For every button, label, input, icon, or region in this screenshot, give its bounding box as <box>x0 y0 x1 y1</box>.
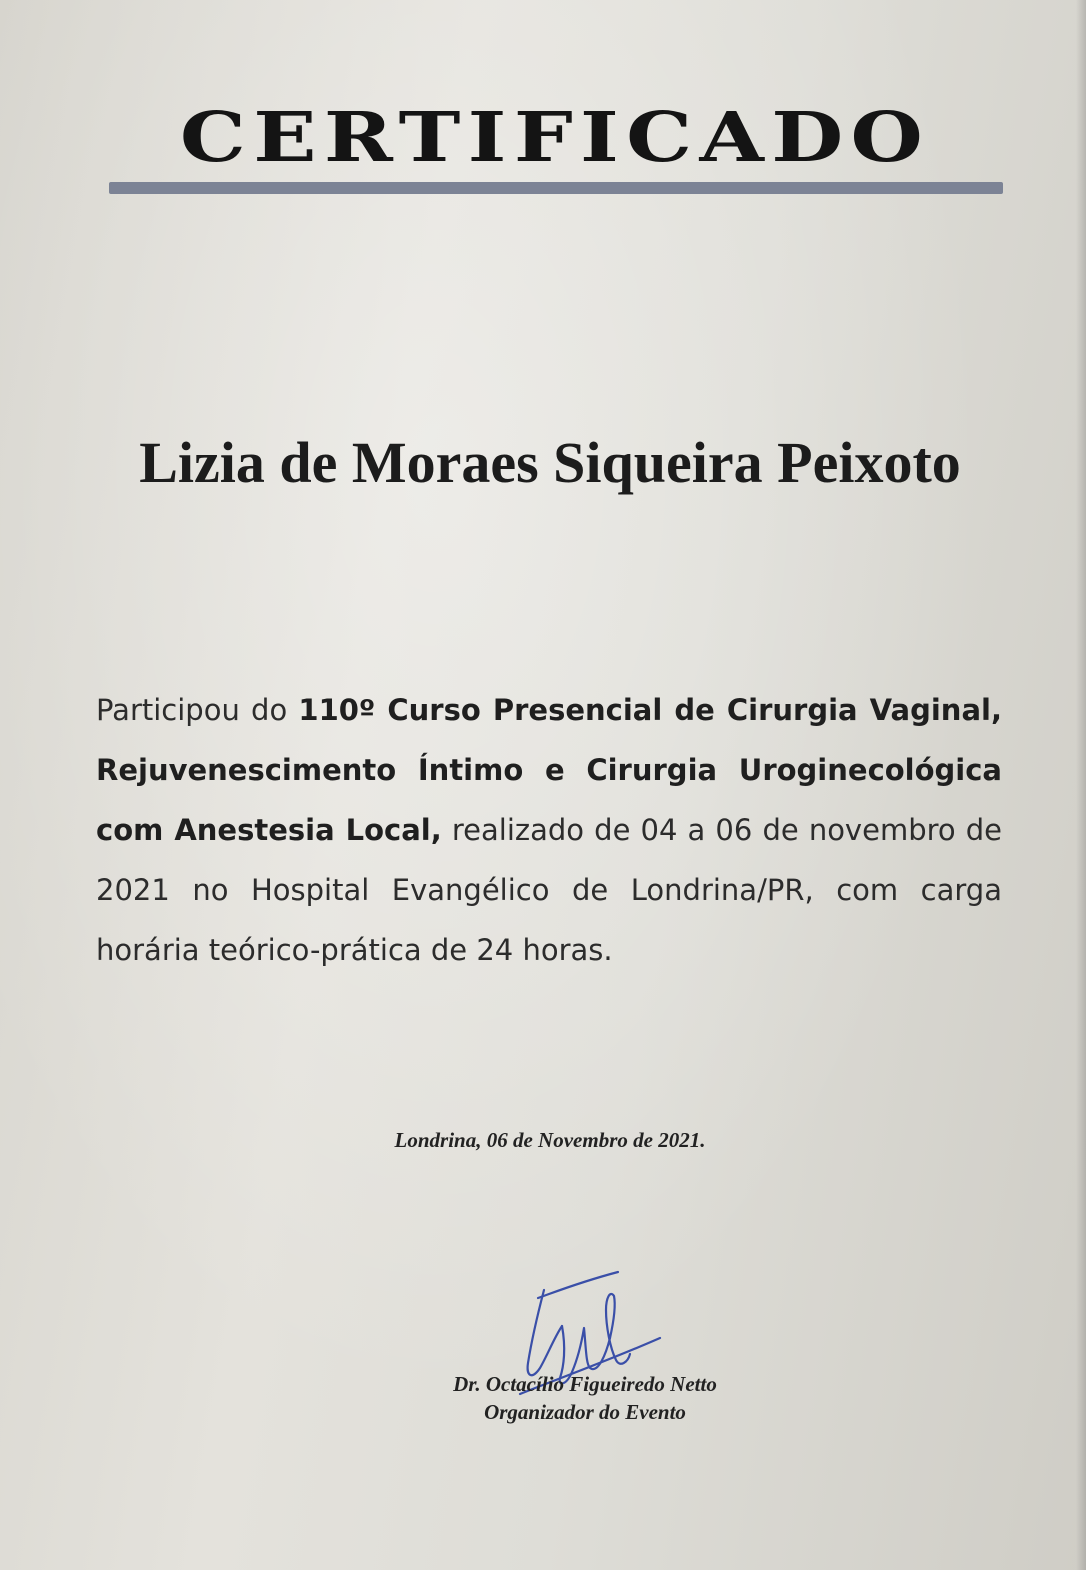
title-underline <box>109 182 1003 194</box>
place-and-date: Londrina, 06 de Novembro de 2021. <box>394 1128 706 1152</box>
certificate-body <box>96 680 1002 980</box>
recipient-name: Lizia de Moraes Siqueira Peixoto <box>139 430 961 495</box>
certificate-title: CERTIFICADO <box>179 98 931 178</box>
course-name: 110º Curso Presencial de Cirurgia Vaginal, Rejuvenescimento Íntimo e Cirurgia Uroginecológica com Anestesia Local, <box>96 693 1002 847</box>
body-intro: Participou do <box>96 693 299 727</box>
signer-name: Dr. Octacílio Figueiredo Netto <box>453 1372 717 1396</box>
signer-role: Organizador do Evento <box>484 1400 686 1424</box>
body-details: realizado de 04 a 06 de novembro de 2021 no Hospital Evangélico de Londrina/PR, com carga horária teórico-prática de 24 horas. <box>96 813 1002 967</box>
